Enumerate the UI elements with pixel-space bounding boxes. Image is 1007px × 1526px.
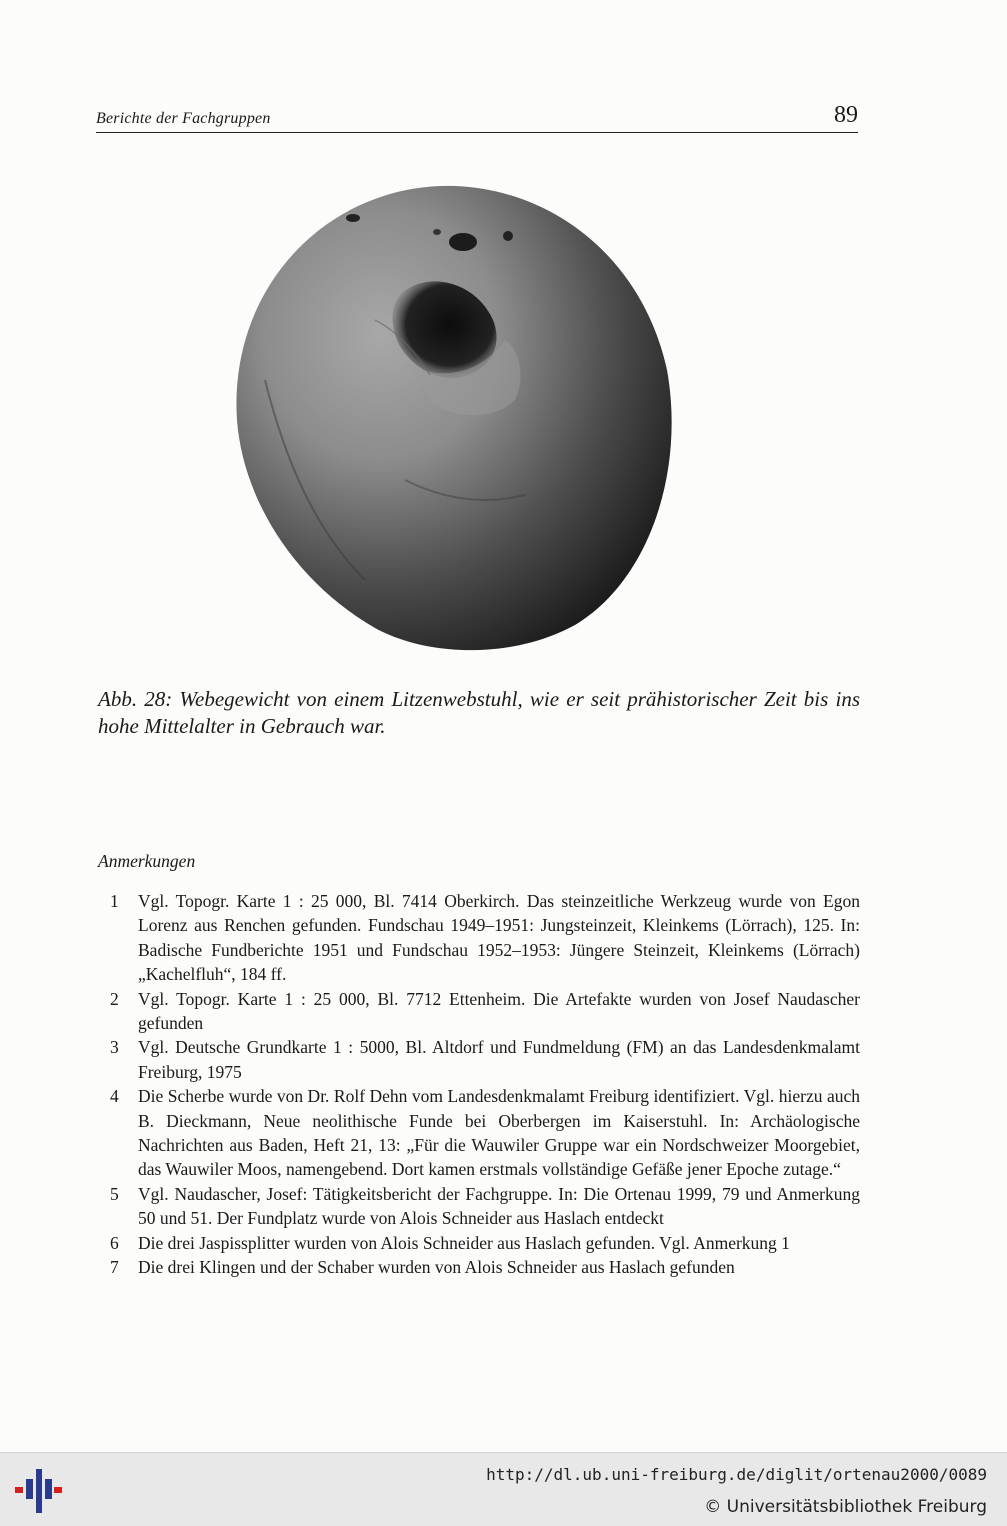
note-item	[98, 1255, 860, 1279]
note-text: Vgl. Naudascher, Josef: Tätigkeitsbericht der Fachgruppe. In: Die Ortenau 1999, 79 und Anmerkung 50 und 51. Der Fundplatz wurde von Alois Schneider aus Haslach entdeckt	[138, 1183, 860, 1229]
running-head	[96, 102, 858, 133]
note-number: 4	[110, 1086, 119, 1107]
loom-weight-photo	[225, 180, 675, 655]
note-text: Die Scherbe wurde von Dr. Rolf Dehn vom Landesdenkmalamt Freiburg identifiziert. Vgl. hierzu auch B. Dieckmann, Neue neolithische Funde bei Oberbergen im Kaiserstuhl. In: Archäologische Nachrichten aus Baden, Heft 21, 13: „Für die Wauwiler Gruppe war ein Nordschweizer Moorgebiet, das Wauwiler Moos, namengebend. Dort kamen erstmals vollständige Gefäße jener Epoche zutage.“	[138, 1086, 860, 1180]
note-number: 1	[110, 891, 119, 911]
note-number: 7	[110, 1257, 119, 1278]
note-item	[98, 1182, 860, 1231]
note-number: 6	[110, 1232, 119, 1253]
figure-caption: Abb. 28: Webegewicht von einem Litzenwebstuhl, wie er seit prähistorischer Zeit bis ins hohe Mittelalter in Gebrauch war.	[98, 687, 860, 738]
note-text: Vgl. Topogr. Karte 1 : 25 000, Bl. 7414 Oberkirch. Das steinzeitliche Werkzeug wurde von Egon Lorenz aus Renchen gefunden. Fundschau 1949–1951: Jungsteinzeit, Kleinkems (Lörrach), 125. In: Badische Fundberichte 1951 und Fundschau 1952–1953: Jüngere Steinzeit, Kleinkems (Lörrach) „Kachelfluh“, 184 ff.	[138, 891, 860, 985]
library-logo-icon	[12, 1465, 64, 1517]
note-item	[98, 1035, 860, 1084]
notes-heading: Anmerkungen	[98, 851, 196, 871]
note-text: Die drei Jaspissplitter wurden von Alois Schneider aus Haslach gefunden. Vgl. Anmerkung 1	[138, 1232, 790, 1253]
note-item	[98, 1084, 860, 1182]
viewer-footer	[0, 1452, 1007, 1526]
note-text: Vgl. Deutsche Grundkarte 1 : 5000, Bl. Altdorf und Fundmeldung (FM) an das Landesdenkmalamt Freiburg, 1975	[138, 1037, 860, 1082]
note-text: Die drei Klingen und der Schaber wurden von Alois Schneider aus Haslach gefunden	[138, 1257, 735, 1278]
page-number: 89	[834, 102, 858, 128]
permalink-url[interactable]: http://dl.ub.uni-freiburg.de/diglit/ortenau2000/0089	[486, 1465, 987, 1484]
copyright-notice: © Universitätsbibliothek Freiburg	[704, 1497, 987, 1517]
note-item	[98, 987, 860, 1036]
running-title: Berichte der Fachgruppen	[96, 110, 271, 127]
notes-list	[98, 889, 860, 1280]
note-item	[98, 889, 860, 987]
note-item	[98, 1231, 860, 1255]
note-number: 3	[110, 1037, 119, 1058]
note-number: 5	[110, 1183, 119, 1204]
note-text: Vgl. Topogr. Karte 1 : 25 000, Bl. 7712 Ettenheim. Die Artefakte wurden von Josef Naudascher gefunden	[138, 988, 860, 1034]
note-number: 2	[110, 988, 119, 1009]
